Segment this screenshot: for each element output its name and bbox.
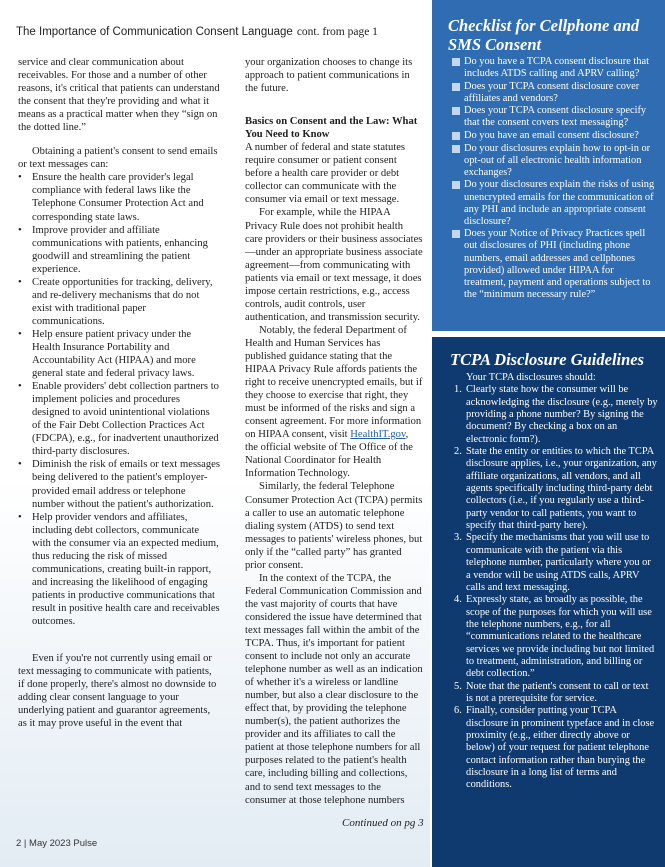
paragraph: your organization chooses to change its approach to patient communications in the future. — [245, 57, 413, 95]
guideline-item — [454, 594, 658, 680]
guideline-number: 3. — [454, 532, 462, 544]
guideline-text: Specify the mechanisms that you will use to communicate with the patient via this telephone number, particularly where you or a vendor will be using ATDS calls, APRV calls and text messaging. — [466, 532, 651, 593]
guideline-number: 6. — [454, 705, 462, 717]
article-column-1 — [18, 56, 220, 730]
guidelines-title: TCPA Disclosure Guidelines — [450, 350, 645, 369]
section-heading: Basics on Consent and the Law: What You Need to Know — [245, 116, 418, 141]
list-item: • Enable providers' debt collection partners to implement policies and procedures designed to avoid unintentional violations of the Fair Debt Collection Practices Act (FDCPA), e.g., for inadvertent unauthorized third-party disclosures. — [18, 380, 220, 458]
checkbox-icon — [452, 181, 460, 189]
guideline-item — [454, 681, 658, 706]
paragraph: A number of federal and state statutes require consumer or patient consent before a health care provider or debt collector can communicate with the consumer via email or text message. — [245, 142, 406, 206]
paragraph: Obtaining a patient's consent to send emails or text messages can: — [18, 146, 218, 171]
healthit-link[interactable]: HealthIT.gov — [350, 429, 406, 441]
checklist-item-text: Does your TCPA consent disclosure specify that the consent covers text messaging? — [464, 105, 647, 129]
paragraph: In the context of the TCPA, the Federal Communication Commission and the vast majority of courts that have considered the issue have determined that text messages fall within the ambit of the TCPA. Thus, it's important for patient consent to include not only an accurate telephone number as well as an indication of whether it's a wireless or landline number, but also a clear disclosure to the effect that, by providing the telephone number(s), the patient authorizes the provider and its affiliates to call the patient at those telephone numbers for all purposes related to the patient's health care, including billing and collections, and to send text messages to the consumer at those telephone numbers — [245, 572, 423, 806]
paragraph: Even if you're not currently using email or text messaging to communicate with patients, if done properly, there's almost no downside to adding clear consent language to your underlying patient and guarantor agreements, as it may prove useful in the event that — [18, 653, 217, 730]
checklist-item-text: Does your Notice of Privacy Practices spell out disclosures of PHI (including phone numbers, email addresses and cellphones provided) allowed under HIPAA for treatment, payment and operations subject to the “minimum necessary rule?” — [464, 228, 651, 300]
paragraph: Similarly, the federal Telephone Consumer Protection Act (TCPA) permits a caller to use an automatic telephone dialing system (ATDS) to send text messages to patients' wireless phones, but only if the “called party” has granted prior consent. — [245, 481, 423, 571]
checklist-item — [452, 228, 657, 301]
guideline-item — [454, 705, 658, 791]
article-column-2 — [245, 56, 423, 807]
guideline-number: 4. — [454, 594, 462, 606]
paragraph: service and clear communication about receivables. For those and a number of other reasons, it's critical that patients can understand the consent that they're providing and what it means as a practical matter when they “sign on the dotted line.” — [18, 57, 220, 134]
checklist-item — [452, 143, 657, 179]
checklist-item-text: Does your TCPA consent disclosure cover affiliates and vendors? — [464, 80, 640, 104]
checklist-item-text: Do your disclosures explain the risks of using unencrypted emails for the communication of any PHI and include an appropriate consent disclosure? — [464, 179, 655, 227]
guideline-text: Finally, consider putting your TCPA disclosure in prominent typeface and in close proximity (e.g., either directly above or below) of your request for patient telephone contact information rather than burying the disclosure in a long list of terms and conditions. — [466, 705, 655, 791]
list-item: • Diminish the risk of emails or text messages being delivered to the patient's employer-provided email address or telephone number without the patient's authorization. — [18, 458, 220, 510]
checklist-item — [452, 179, 657, 227]
list-item: • Ensure the health care provider's legal compliance with federal laws like the Telephone Consumer Protection Act and corresponding state laws. — [18, 171, 220, 223]
checkbox-icon — [452, 83, 460, 91]
checkbox-icon — [452, 107, 460, 115]
checklist-item-text: Do your disclosures explain how to opt-in or opt-out of all electronic health information exchanges? — [464, 142, 651, 178]
checklist-item — [452, 81, 657, 105]
checklist-item-text: Do you have a TCPA consent disclosure that includes ATDS calling and APRV calling? — [464, 56, 649, 80]
guidelines-sidebar — [432, 337, 665, 867]
guideline-text: Clearly state how the consumer will be acknowledging the disclosure (e.g., merely by providing a phone number? By signing the document? By checking a box on an electronic form?). — [466, 384, 658, 445]
checklist — [452, 56, 657, 301]
guideline-number: 1. — [454, 384, 462, 396]
guideline-number: 5. — [454, 680, 462, 692]
checklist-item — [452, 56, 657, 80]
checklist-sidebar — [432, 0, 665, 331]
paragraph-text: , the official website of The Office of the National Coordinator for Health Information Technology. — [245, 429, 413, 480]
guidelines-intro: Your TCPA disclosures should: — [466, 372, 596, 383]
paragraph: For example, while the HIPAA Privacy Rule does not prohibit health care providers or their business associates—under an appropriate business associate agreement—from communicating with patients via email or text message, it does impose certain restrictions, e.g., access controls, audit controls, user authentication, and transmission security. — [245, 207, 423, 323]
list-item: • Improve provider and affiliate communications with patients, enhancing goodwill and streamlining the patient experience. — [18, 224, 220, 276]
list-item: • Help ensure patient privacy under the Health Insurance Portability and Accountability Act (HIPAA) and more general state and federal privacy laws. — [18, 328, 220, 380]
list-item: • Create opportunities for tracking, delivery, and re-delivery mechanisms that do not exist with traditional paper communications. — [18, 276, 220, 328]
guideline-item — [454, 384, 658, 446]
guideline-number: 2. — [454, 446, 462, 458]
paragraph-text: Notably, the federal Department of Health and Human Services has published guidance stating that the HIPAA Privacy Rule affords patients the right to receive unencrypted emails, but if they choose to exercise that right, they must be informed of the risks and sign a consent agreement. For more information on HIPAA consent, visit — [245, 324, 423, 441]
checkbox-icon — [452, 132, 460, 140]
continued-on-note: Continued on pg 3 — [342, 817, 424, 829]
checklist-item — [452, 105, 657, 129]
checkbox-icon — [452, 145, 460, 153]
paragraph — [245, 324, 423, 481]
guideline-text: Expressly state, as broadly as possible, the scope of the purposes for which you will use the telephone numbers, e.g., for all “communications related to the healthcare services we provide including but not limited to treatment, administration, and billing or debt collection.” — [466, 594, 655, 680]
checklist-item — [452, 130, 657, 142]
guideline-text: State the entity or entities to which the TCPA disclosure applies, i.e., your organization, any affiliate organizations, all vendors, and all agents specifically including third-party debt collectors (i.e., if you regularly use a third-party vendor to call patients, you want to specify that third-party here). — [466, 446, 657, 532]
guideline-item — [454, 446, 658, 532]
guideline-item — [454, 532, 658, 594]
checklist-item-text: Do you have an email consent disclosure? — [464, 130, 639, 142]
benefits-list — [18, 171, 220, 628]
guideline-text: Note that the patient's consent to call or text is not a prerequisite for service. — [466, 680, 649, 704]
checkbox-icon — [452, 230, 460, 238]
guidelines-list — [454, 384, 658, 791]
checkbox-icon — [452, 58, 460, 66]
guidelines-body — [454, 372, 658, 792]
running-header — [16, 26, 426, 38]
page-footer: 2 | May 2023 Pulse — [16, 838, 98, 849]
list-item: • Help provider vendors and affiliates, including debt collectors, communicate with the consumer via an expected medium, thus reducing the risk of missed communications, creating built-in rapport, and increasing the likelihood of engaging patients in productive communications that result in positive health care and receivables outcomes. — [18, 511, 220, 628]
continued-from-note: cont. from page 1 — [296, 26, 378, 38]
checklist-title: Checklist for Cellphone and SMS Consent — [448, 16, 640, 54]
article-title: The Importance of Communication Consent Language — [16, 26, 293, 38]
